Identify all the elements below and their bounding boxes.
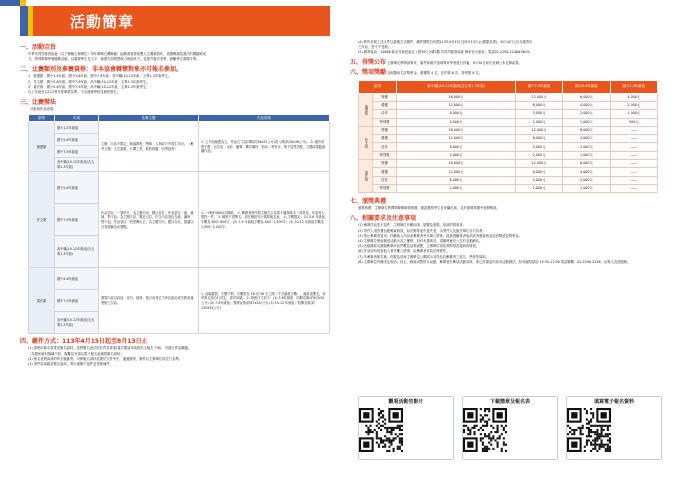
- award-amount: 2,000元: [563, 176, 610, 184]
- award-amount: 16,000元: [397, 159, 516, 167]
- left-column: [20, 40, 330, 367]
- qr-card-video: [358, 396, 454, 460]
- grade-cell: 高中職(10-12年級組(含五專1-3年級): [55, 312, 99, 334]
- award-group-name: 書法組: [359, 159, 373, 192]
- awards-row: [359, 126, 658, 134]
- qr-title: 下載簡章及報名表: [489, 399, 530, 405]
- eligibility-item: 3．書法類：國小5-6年級、國中7-9年級、高中職(10-12年級、五專1-3年級學生。: [28, 84, 150, 89]
- awards-row: [359, 176, 658, 184]
- award-amount: 1,000元: [563, 118, 610, 126]
- notice-item: (8) 主辦單位有權決定取消、終止、修改或暫停本活動，參賽者於參加活動同時，即已詳讀並同意本活動辦法，如有疑問請洽 13:30-17:00 電話聯繫：02-2290-2248，由專人為您服務。: [358, 259, 631, 264]
- award-amount: 4,000元: [397, 151, 516, 159]
- submission-item: (2) 報名者將資料附齊全後郵寄，可將報名資料放置於文件夾中，通過郵寄，郵件以主辦單位收訖日為準。: [28, 356, 183, 361]
- award-amount: 12,000元: [397, 101, 516, 109]
- rules-header-cell: 類別: [29, 115, 55, 122]
- award-amount: ——: [610, 159, 657, 167]
- title-banner: [20, 6, 330, 36]
- award-amount: 6,000元: [515, 135, 562, 143]
- spec-cell: 1. 直幅書寫，字體不拘，字數需在 16 至 56 字之間（不含落款字數），落款須署名，用印與否請自行決定，請勿用錯。 2. 紙張尺寸如下：(1) 5-6年級組：四開宣紙(約67X34公分) (2) 7-9年級組：對開宣紙(約67X34公分) (3) 10-12 年級組：對開宣紙(約135X34公分): [199, 268, 330, 334]
- award-amount: 2,000元: [515, 118, 562, 126]
- award-amount: 1,000元: [610, 110, 657, 118]
- submission-item: 之作品，恕不予受理。: [358, 45, 391, 50]
- qr-title: 觀看活動官影片: [388, 399, 424, 405]
- submission-item: (4) 將作品與上述文件以掛號方式繳件，繳件期限自民國113年4月15日至8月13日止(郵戳為憑)，6月14日(含)以後寄出: [358, 40, 533, 44]
- awards-row: [359, 135, 658, 143]
- award-amount: 4,000元: [397, 184, 516, 192]
- grade-cell: 國小5-6年級組: [55, 134, 99, 146]
- qr-title: 填寫電子報名資料: [593, 399, 634, 405]
- award-level: 特別獎: [373, 151, 397, 159]
- award-amount: 12,000元: [515, 93, 562, 101]
- award-amount: 6,000元: [563, 93, 610, 101]
- awards-row: [359, 184, 658, 192]
- section-7-title: 七、頒獎典禮: [350, 198, 387, 206]
- award-amount: 6,000元: [563, 126, 610, 134]
- award-amount: 5,000元: [515, 110, 562, 118]
- awards-table: [358, 80, 658, 194]
- notice-item: (7) 凡參賽者報名後，即視為同意主辦單位公開展示其作品及參賽者之姓名、學校等資料。: [358, 254, 489, 259]
- award-amount: 2,000元: [610, 101, 657, 109]
- section-7-text: 頒獎典禮：主辦單位將擇期舉辦頒獎典禮，邀請獲獎學生及家屬出席，並於頒獎典禮中頒發獎狀。: [358, 206, 500, 211]
- section-4-title: 四、繳件方式：113年4月15日起至8月13日止: [20, 338, 148, 346]
- award-amount: 1,000元: [563, 151, 610, 159]
- award-amount: 6,000元: [563, 159, 610, 167]
- award-level: 特別獎: [373, 118, 397, 126]
- award-level: 優選: [373, 135, 397, 143]
- submission-item: （為避免資料損壞不易，脫離及外再以電子報名表填寫報名資料）: [28, 351, 124, 356]
- eligibility-item: 2．作文類：國小5-6年級、國中7-9年級、高中職(10-12年級、五專1-3年級學生。: [28, 79, 150, 84]
- award-level: 優選: [373, 168, 397, 176]
- submission-item: (5) 郵寄資訊：24886 新北市新莊區五工路99之2號5樓 安得烈慈善協會 梅家怡小姐收，電話02-2290-2248#5619。: [358, 50, 533, 55]
- award-level: 特別獎: [373, 184, 397, 192]
- awards-row: [359, 168, 658, 176]
- award-amount: 12,000元: [397, 168, 516, 176]
- awards-row: [359, 93, 658, 101]
- section-1-line: 中華安得烈慈善協會（以下簡稱主辦單位）每年舉辦台灣鄉鎮、偏鄉書寫探索雙人生閱讀寫作，表揚鄉鎮及書法的興趣與成: [28, 52, 207, 56]
- notice-item: (4) 主辦單位保留修改活動內容之權利，如有未盡事宜，得隨時補充公告於活動網站。: [358, 238, 483, 243]
- award-amount: 4,000元: [563, 135, 610, 143]
- theme-cell: 主題：內容不限定，無論靜物、想像、人物或戶外寫生均可。（參考主題：大空書畫、台灣之美、我的校園、四季風景）: [99, 122, 199, 172]
- section-6-note: 各組錄取名次獎學金、優選獎 4 名、佳作獎 6 名、特別獎 8 名。: [387, 70, 483, 75]
- notice-item: (5) 各組錄取名額視參賽作品件數及品質調整，主辦單位得依實際情況從缺或增加。: [358, 244, 480, 249]
- awards-row: [359, 118, 658, 126]
- award-amount: 6,000元: [515, 168, 562, 176]
- award-amount: 2,000元: [515, 184, 562, 192]
- award-level: 特優: [373, 93, 397, 101]
- award-amount: ——: [610, 135, 657, 143]
- award-amount: 4,000元: [563, 101, 610, 109]
- grade-cell: 國中7-9年級組: [55, 204, 99, 236]
- submission-item: (1) 請使用報名表寄送報名資料，並將報名表浮貼於作品背面/書法類請用淡紙於文稿右下角)，勿超出作品範圍。: [28, 346, 192, 351]
- section-5-title: 五、得獎公布: [350, 58, 387, 66]
- award-amount: 2,000元: [563, 110, 610, 118]
- award-amount: 500元: [610, 118, 657, 126]
- section-8-title: 八、相關要求及注意事項: [350, 215, 417, 223]
- qr-card-download: [462, 396, 558, 460]
- notice-item: (2) 寄件人須答署包裹郵資無誤，如於郵寄途中遺失者，由寄件人及擔任單位自行負責。: [358, 228, 486, 233]
- awards-header-cell: 國小1-4年級組: [610, 80, 657, 93]
- award-level: 優選: [373, 101, 397, 109]
- award-amount: ——: [610, 176, 657, 184]
- award-amount: 8,000元: [397, 176, 516, 184]
- award-group-name: 作文組: [359, 126, 373, 159]
- section-5-text: 主辦單位將聘請專家，審件和書法領域專家學者進行評審，9月30日前於官網公布比賽結果。: [387, 60, 522, 65]
- right-column: [350, 40, 662, 265]
- grade-cell: 國小5-6年級組: [55, 172, 99, 204]
- category-essay: 作文類: [29, 172, 55, 268]
- notice-item: (6) 作品如有侵害他人著作權之情事，由參賽者自負法律責任。: [358, 249, 450, 254]
- award-amount: ——: [610, 143, 657, 151]
- award-amount: 6,000元: [515, 101, 562, 109]
- section-1-title: 一、活動宗旨: [20, 44, 57, 51]
- eligibility-item: 1．繪畫類：國小1-4年級、國小5-6年級、國中7-9年級、高中職(10-12年級、五專1-3年級學生。: [28, 74, 172, 79]
- award-amount: 2,000元: [563, 143, 610, 151]
- rules-header-cell: 比賽主題: [99, 115, 199, 122]
- notice-item: (3) 禁止參賽者冒用、抄襲他人作品或參賽者有代筆之情事，經查證屬實者取消其得獎資格並追回獎狀及獎學金。: [358, 233, 522, 238]
- award-group-name: 繪畫組: [359, 93, 373, 126]
- award-amount: ——: [610, 184, 657, 192]
- awards-row: [359, 110, 658, 118]
- spec-cell: 1. 立平面繪畫為主，作品尺寸為四開(約38x52公分)或八開(約26x38公分)。 2. 創作材質不限：包含彩、水彩、蠟筆、廣告顏料、粉彩…等皆可，惟不接受剪貼、立體或電腦繪圖作品。: [199, 122, 330, 172]
- section-6-title: 六、獎項獎勵: [350, 68, 387, 76]
- grade-cell: 高中職(10-12年級組(含五專1-3年級): [55, 236, 99, 268]
- award-level: 佳作: [373, 176, 397, 184]
- section-3-title: 三、比賽辦法: [20, 99, 57, 107]
- awards-header-cell: 組別: [359, 80, 397, 93]
- rules-header-cell: 作品規格: [199, 115, 330, 122]
- qr-code-icon[interactable]: [567, 408, 611, 452]
- award-amount: 16,000元: [397, 93, 516, 101]
- award-amount: 5,000元: [515, 176, 562, 184]
- award-amount: 1,000元: [563, 184, 610, 192]
- qr-card-register: [566, 396, 662, 460]
- spec-cell: 1. 一律使用600字稿紙。 2. 參賽者將所寫文稿打字為電子檔與紙本一同寄送，作品每人限投一件。 3. 稿紙不得署名，須在稿紙另行填寫報名表。 4. 字數限定：(1) 5-6 年級組字數為 600~800字。(2) 7-9 年級組字數為 800~1,200字。(3) 10-12 年級組字數為 1,500~2,000字。: [199, 172, 330, 268]
- qr-code-icon[interactable]: [359, 408, 403, 452]
- award-level: 佳作: [373, 110, 397, 118]
- section-2-title: 二、比賽類別及參賽資格：非本協會轉懷對象亦可報名參加。: [20, 66, 183, 74]
- award-level: 佳作: [373, 143, 397, 151]
- banner-left-decoration: [20, 6, 50, 36]
- award-amount: 8,000元: [397, 110, 516, 118]
- award-amount: ——: [610, 168, 657, 176]
- award-amount: ——: [610, 126, 657, 134]
- grade-cell: 國中7-9年級組: [55, 290, 99, 312]
- eligibility-item: 以上年級皆以112學年度畢業為準，不含進修學校及補校學生。: [28, 90, 121, 95]
- awards-row: [359, 159, 658, 167]
- section-1-line: 力，特別舉辦學藝競賽活動，以激發學生在文字、繪畫方面的想像力與創作力，並提升書法美學，鼓勵學生發揮才華。: [28, 57, 200, 62]
- award-amount: ——: [610, 151, 657, 159]
- awards-header-cell: 國中7-9年級組: [515, 80, 562, 93]
- category-calligraphy: 書法類: [29, 268, 55, 334]
- award-amount: 16,000元: [397, 126, 516, 134]
- rules-table: [28, 114, 330, 334]
- award-amount: 4,000元: [397, 118, 516, 126]
- award-level: 特優: [373, 159, 397, 167]
- grade-cell: 國小5-6年級組: [55, 268, 99, 290]
- award-amount: 2,000元: [515, 151, 562, 159]
- submission-item: (3) 寄件前請確認報名資訊，寄出後概不退件及受理補件。: [28, 362, 113, 367]
- grade-cell: 高中職(10-12年級組(含五專1-3年級): [55, 158, 99, 172]
- awards-row: [359, 101, 658, 109]
- grade-cell: 國小1-4年級組: [55, 122, 99, 134]
- theme-cell: 作品須以「一領把火」為主題方向，題目自訂。作品須以「讀、讀讀、對不起」為主題方向，題目自訂，作文內容須包含誠、謙卑、對不起。作品須以「把愛傳出去」為主題方向，題目自訂，建議以自身經驗為出發點。: [99, 172, 199, 268]
- rules-header-cell: 年級: [55, 115, 99, 122]
- category-painting: 繪畫類: [29, 122, 55, 172]
- award-amount: 8,000元: [397, 143, 516, 151]
- notice-item: (1) 參賽作品恕不退件，主辦單位有權出版、展覽及複製、取消的情事者。: [358, 223, 466, 228]
- awards-header-cell: 國小5-6年級組: [563, 80, 610, 93]
- award-level: 特優: [373, 126, 397, 134]
- award-amount: 12,000元: [397, 135, 516, 143]
- award-amount: 12,000元: [515, 126, 562, 134]
- page-title: 活動簡章: [70, 13, 135, 31]
- grade-cell: 國中7-9年級組: [55, 146, 99, 158]
- qr-code-icon[interactable]: [463, 408, 507, 452]
- awards-row: [359, 151, 658, 159]
- awards-row: [359, 143, 658, 151]
- award-amount: 12,000元: [515, 159, 562, 167]
- section-3-subtitle: 分組與作品表現：: [30, 107, 57, 112]
- theme-cell: 書寫內容以詩詞、佳句、經典、格言或其它不涉及政治或宗教意識型態之內容。: [99, 268, 199, 334]
- awards-header-cell: 高中(職)10-12年級組(含五專1-3年級): [397, 80, 516, 93]
- award-amount: 4,000元: [563, 168, 610, 176]
- award-amount: 4,000元: [610, 93, 657, 101]
- award-amount: 5,000元: [515, 143, 562, 151]
